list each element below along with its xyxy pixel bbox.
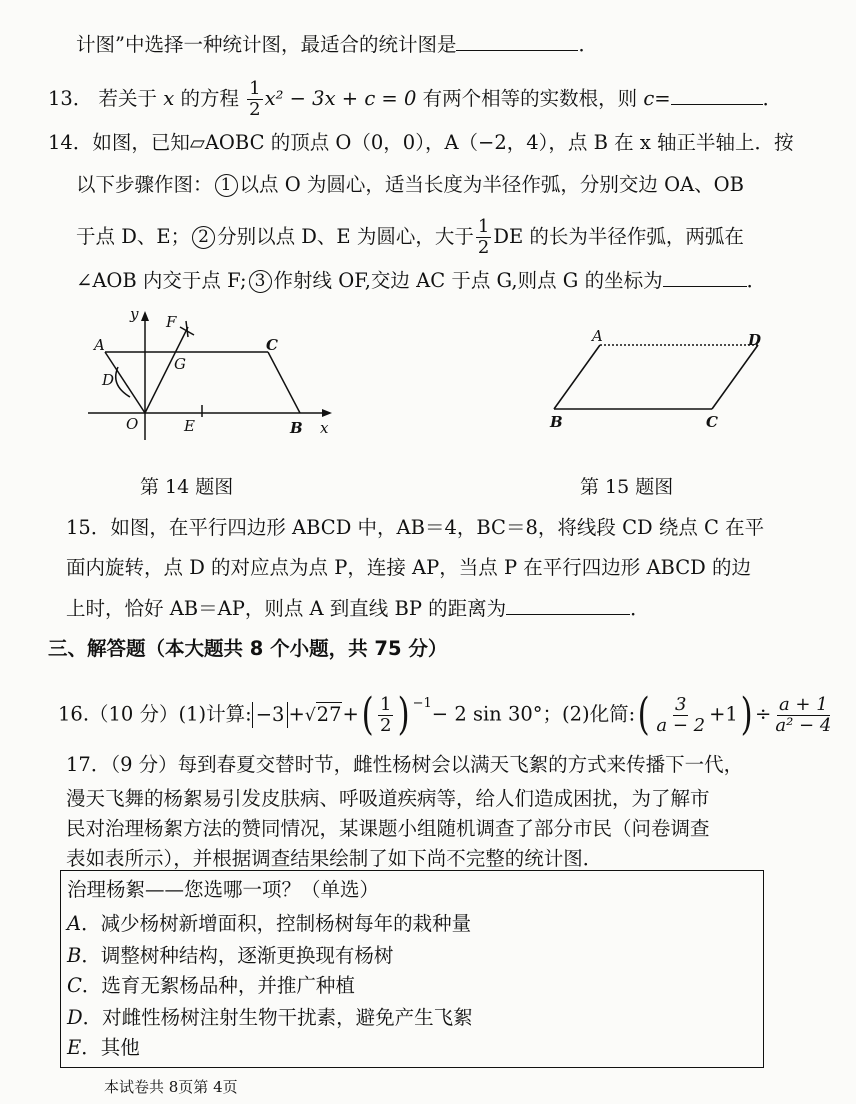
q13-answer-blank bbox=[671, 104, 763, 105]
q13: 13． 若关于 x 的方程 $\frac{1}{2}$ x² − 3x + c = 0 有两个相等的实数根，则 c= ． bbox=[48, 78, 783, 120]
side-ab bbox=[554, 345, 600, 409]
label-a: A bbox=[592, 327, 603, 345]
q12-text: 计图”中选择一种统计图，最适合的统计图是 bbox=[76, 33, 457, 56]
q14-answer-blank bbox=[663, 286, 747, 287]
q14-fraction: $\frac{1}{2}$ bbox=[477, 216, 490, 258]
label-f: F bbox=[166, 313, 177, 331]
survey-option-e: E．其他 bbox=[67, 1036, 140, 1059]
label-x: x bbox=[320, 419, 329, 437]
q13-fraction: $\frac{1}{2}$ bbox=[249, 78, 261, 120]
figure-15 bbox=[540, 325, 780, 435]
q12-answer-blank bbox=[456, 50, 578, 51]
survey-title: 治理杨絮——您选哪一项？（单选） bbox=[67, 878, 380, 901]
label-o: O bbox=[126, 415, 139, 433]
figure-15-caption: 第 15 题图 bbox=[580, 476, 674, 498]
q15-line2: 面内旋转，点 D 的对应点为点 P，连接 AP，当点 P 在平行四边形 ABCD 的边 bbox=[66, 556, 751, 579]
figure-14 bbox=[80, 305, 350, 445]
label-g: G bbox=[174, 355, 186, 373]
step-2-marker: 2 bbox=[192, 226, 215, 249]
q14-line2: 以下步骤作图： 1 以点 O 为圆心，适当长度为半径作弧，分别交边 OA、OB bbox=[76, 173, 744, 196]
abs-value: −3 bbox=[252, 702, 289, 728]
side-cb bbox=[268, 352, 300, 413]
page-footer: 本试卷共 8页第 4页 bbox=[104, 1078, 238, 1096]
label-e: E bbox=[184, 417, 195, 435]
label-c: C bbox=[706, 413, 718, 431]
q17-line3: 民对治理杨絮方法的赞同情况，某课题小组随机调查了部分市民（问卷调查 bbox=[66, 817, 710, 840]
x-axis-arrow bbox=[322, 409, 332, 417]
survey-option-c: C．选育无絮杨品种，并推广种植 bbox=[67, 974, 355, 997]
survey-box bbox=[60, 870, 764, 1068]
label-b: B bbox=[550, 413, 563, 431]
sqrt-27: 27 bbox=[316, 702, 342, 726]
q17-line1: 17．（9 分）每到春夏交替时节，雌性杨树会以满天飞絮的方式来传播下一代， bbox=[66, 753, 744, 776]
q14-line3: 于点 D、E； 2 分别以点 D、E 为圆心，大于 $\frac{1}{2}$ DE 的长为半径作弧，两弧在 bbox=[76, 216, 744, 258]
figure-14-caption: 第 14 题图 bbox=[140, 476, 234, 498]
q14-line4: ∠AOB 内交于点 F; 3 作射线 OF,交边 AC 于点 G,则点 G 的坐标为 ． bbox=[76, 269, 767, 292]
step-1-marker: 1 bbox=[215, 174, 238, 197]
label-d: D bbox=[748, 331, 762, 349]
q15-answer-blank bbox=[506, 614, 630, 615]
survey-option-b: B．调整树种结构，逐渐更换现有杨树 bbox=[67, 944, 394, 967]
q15-line3: 上时，恰好 AB＝AP，则点 A 到直线 BP 的距离为 ． bbox=[66, 597, 650, 620]
survey-option-a: A．减少杨树新增面积，控制杨树每年的栽种量 bbox=[67, 912, 472, 935]
label-a: A bbox=[94, 336, 105, 354]
label-c: C bbox=[266, 336, 278, 354]
q15-line1: 15．如图，在平行四边形 ABCD 中，AB＝4，BC＝8，将线段 CD 绕点 C 在平 bbox=[66, 516, 765, 539]
label-b: B bbox=[290, 419, 303, 437]
q14-line1: 14．如图，已知▱AOBC 的顶点 O（0，0），A（−2，4），点 B 在 x 轴正半轴上．按 bbox=[48, 131, 794, 154]
q17-line2: 漫天飞舞的杨絮易引发皮肤病、呼吸道疾病等，给人们造成困扰，为了解市 bbox=[66, 787, 710, 810]
q12-tail: 计图”中选择一种统计图，最适合的统计图是 ． bbox=[76, 33, 598, 56]
step-3-marker: 3 bbox=[249, 270, 272, 293]
survey-option-d: D．对雌性杨树注射生物干扰素，避免产生飞絮 bbox=[67, 1006, 473, 1029]
label-d: D bbox=[102, 371, 115, 389]
q13-equation: x² − 3x + c = 0 bbox=[264, 87, 417, 110]
q17-line4: 表如表所示），并根据调查结果绘制了如下尚不完整的统计图． bbox=[66, 847, 603, 870]
y-axis-arrow bbox=[141, 311, 149, 321]
q16: 16.（10 分）(1)计算: −3 +√27+( $\frac{1}{2}$ ) $^{-1}$− 2 sin 30°；(2)化简:( $\frac{3}{a - 2}$ +1) ÷ $\frac{a + 1}{\text{a² − 4}}$ bbox=[58, 689, 832, 740]
arc-f-2 bbox=[186, 321, 188, 337]
label-y: y bbox=[130, 305, 139, 323]
side-cd bbox=[712, 345, 758, 409]
section-3-heading: 三、解答题（本大题共 8 个小题，共 75 分） bbox=[48, 637, 448, 660]
